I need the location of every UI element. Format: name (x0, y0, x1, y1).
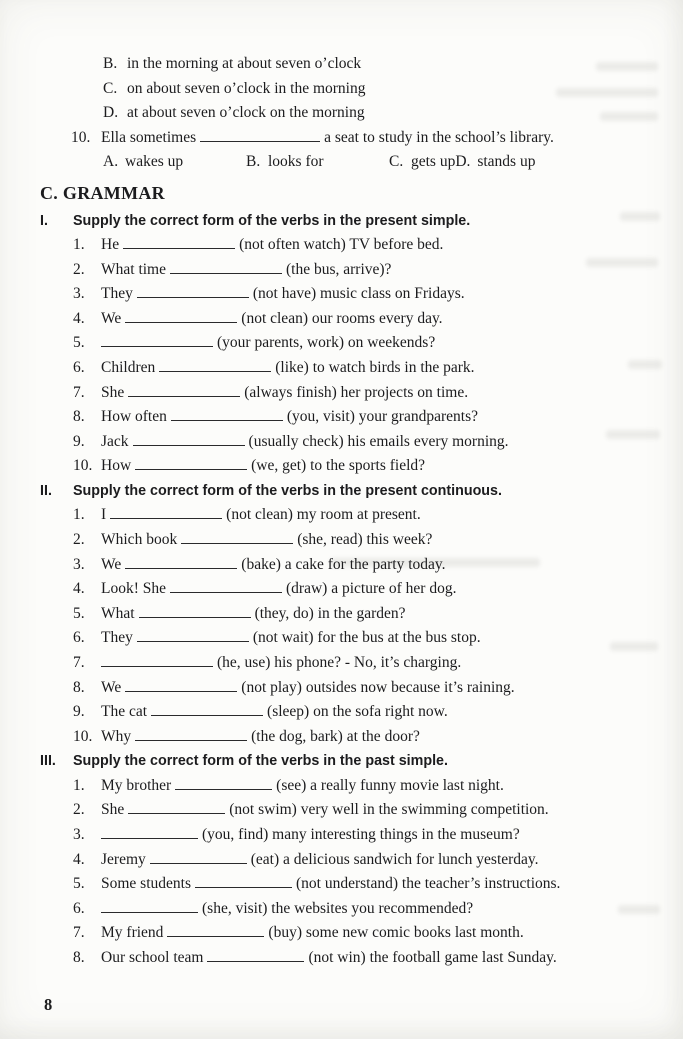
exercise-item (73, 946, 655, 971)
answer-blank (137, 629, 249, 642)
item-text-before: Why (101, 727, 132, 745)
section-title: Supply the correct form of the verbs in the present simple. (73, 212, 471, 229)
item-text-after: (not often watch) TV before bed. (239, 236, 444, 253)
item-text-before: How often (101, 408, 167, 426)
item-number: 8. (73, 408, 85, 426)
choice-text: stands up (477, 153, 536, 170)
answer-blank (101, 654, 213, 667)
item-text-before: They (101, 629, 133, 647)
exercise-item (73, 454, 655, 479)
item-text-after: (you, find) many interesting things in the museum? (202, 826, 520, 844)
item-text-after: (the bus, arrive)? (286, 260, 392, 278)
exercise-item (73, 331, 655, 356)
item-text-before: She (101, 383, 125, 401)
exercise-item (73, 430, 655, 455)
answer-blank (150, 851, 247, 864)
choice-label: B. (246, 153, 261, 170)
page-number: 8 (44, 995, 53, 1014)
answer-blank (125, 310, 237, 323)
item-text-before: Children (101, 358, 156, 376)
item-number: 10. (73, 727, 93, 745)
item-number: 6. (73, 899, 85, 917)
item-number: 10. (73, 457, 93, 475)
answer-blank (123, 236, 235, 249)
item-number: 1. (73, 236, 85, 253)
answer-blank (128, 801, 225, 814)
item-number: 6. (73, 358, 85, 376)
section-2-heading (40, 479, 655, 504)
exercise-item (73, 872, 655, 897)
answer-blank (128, 384, 240, 397)
item-text-before: Some students (101, 875, 191, 893)
item-text-after: (not clean) our rooms every day. (241, 309, 443, 327)
answer-blank (195, 875, 292, 888)
item-text-after: (like) to watch birds in the park. (275, 358, 475, 376)
item-text-after: (not have) music class on Fridays. (252, 285, 465, 303)
item-text-before: What time (101, 260, 166, 278)
item-number: 8. (73, 949, 85, 967)
exercise-item (73, 700, 655, 725)
exercise-item (73, 823, 655, 848)
item-number: 7. (73, 654, 85, 671)
item-number: 7. (73, 924, 85, 942)
exercise-item (73, 921, 655, 946)
item-text-after: (draw) a picture of her dog. (286, 580, 457, 598)
item-text-after: (not win) the football game last Sunday. (308, 949, 557, 967)
item-text-before: Jack (101, 432, 129, 450)
item-text-before: He (101, 236, 120, 253)
item-text-before: The cat (101, 703, 148, 721)
exercise-item (73, 798, 655, 823)
item-text-before: I (101, 506, 107, 524)
answer-blank (101, 826, 198, 839)
section-numeral: II. (40, 482, 52, 499)
item-number: 4. (73, 580, 85, 598)
option-label: D. (103, 104, 119, 121)
answer-blank (207, 949, 304, 962)
item-number: 1. (73, 776, 85, 794)
mc-option (103, 77, 655, 102)
option-text: on about seven o’clock in the morning (127, 79, 366, 97)
choice-text: gets up (411, 153, 456, 170)
item-number: 3. (73, 555, 85, 573)
q10-choices (103, 150, 655, 175)
item-text-before: My brother (101, 776, 172, 794)
item-number: 9. (73, 432, 85, 450)
item-number: 2. (73, 260, 85, 278)
answer-blank (133, 433, 245, 446)
item-text-after: (not play) outsides now because it’s raining. (241, 678, 515, 696)
exercise-item (73, 405, 655, 430)
exercise-item (73, 725, 655, 750)
exercise-item (73, 602, 655, 627)
exercise-item (73, 381, 655, 406)
item-text-before: Look! She (101, 580, 167, 598)
question-10 (71, 126, 655, 151)
item-text-before: We (101, 678, 122, 696)
option-label: C. (103, 79, 118, 97)
exercise-item (73, 307, 655, 332)
answer-blank (170, 580, 282, 593)
item-text-before: My friend (101, 924, 164, 942)
item-number: 5. (73, 604, 85, 622)
answer-blank (159, 359, 271, 372)
exercise-item (73, 897, 655, 922)
answer-blank (139, 605, 251, 618)
exercise-item (73, 577, 655, 602)
item-number: 2. (73, 801, 85, 819)
item-text-after: (usually check) his emails every morning. (248, 432, 509, 450)
item-text-after: (your parents, work) on weekends? (217, 334, 436, 352)
option-label: B. (103, 55, 118, 72)
exercise-item (73, 503, 655, 528)
item-text-before: They (101, 285, 133, 303)
exercise-item (73, 233, 655, 258)
answer-blank (101, 900, 198, 913)
exercise-item (73, 626, 655, 651)
item-text-after: (he, use) his phone? - No, it’s charging. (217, 654, 462, 671)
item-number: 6. (73, 629, 85, 647)
item-number: 1. (73, 506, 85, 524)
item-text-before: We (101, 555, 122, 573)
section-3-heading (40, 749, 655, 774)
question-text-after: a seat to study in the school’s library. (324, 128, 554, 146)
section-1-heading (40, 209, 655, 234)
grammar-heading: C. GRAMMAR (40, 182, 165, 203)
exercise-item (73, 651, 655, 676)
section-numeral: I. (40, 212, 48, 229)
item-text-after: (she, visit) the websites you recommended? (202, 899, 474, 917)
answer-blank (135, 457, 247, 470)
item-text-after: (you, visit) your grandparents? (286, 408, 478, 426)
answer-blank (181, 531, 293, 544)
exercise-item (73, 553, 655, 578)
answer-blank (135, 728, 247, 741)
answer-blank (170, 261, 282, 274)
mc-choice (455, 150, 535, 175)
choice-text: wakes up (125, 153, 184, 170)
section-title: Supply the correct form of the verbs in the past simple. (73, 753, 448, 770)
item-text-after: (eat) a delicious sandwich for lunch yesterday. (250, 850, 539, 868)
item-text-after: (not understand) the teacher’s instructions. (296, 875, 561, 893)
mc-choice (389, 150, 455, 175)
answer-blank (125, 679, 237, 692)
item-text-after: (they, do) in the garden? (254, 604, 406, 622)
answer-blank (200, 129, 320, 142)
mc-option (103, 52, 655, 77)
section-title: Supply the correct form of the verbs in the present continuous. (73, 482, 502, 499)
item-text-before: How (101, 457, 132, 475)
item-text-after: (buy) some new comic books last month. (268, 924, 524, 942)
answer-blank (171, 408, 283, 421)
exercise-item (73, 258, 655, 283)
item-text-before: We (101, 309, 122, 327)
section-numeral: III. (40, 753, 56, 770)
item-text-before: She (101, 801, 125, 819)
choice-text: looks for (268, 153, 324, 170)
item-text-after: (always finish) her projects on time. (244, 383, 469, 401)
exercise-item (73, 848, 655, 873)
item-text-after: (sleep) on the sofa right now. (267, 703, 448, 721)
answer-blank (167, 924, 264, 937)
answer-blank (151, 703, 263, 716)
mc-choice (246, 150, 389, 175)
exercise-item (73, 774, 655, 799)
section-2-items (73, 503, 655, 749)
exercise-item (73, 676, 655, 701)
option-text: in the morning at about seven o’clock (127, 55, 362, 72)
item-text-after: (not clean) my room at present. (226, 506, 421, 524)
answer-blank (175, 777, 272, 790)
choice-label: D. (455, 153, 471, 170)
item-text-after: (not wait) for the bus at the bus stop. (252, 629, 481, 647)
answer-blank (137, 285, 249, 298)
item-text-after: (see) a really funny movie last night. (276, 776, 504, 794)
question-text-before: Ella sometimes (101, 128, 197, 146)
answer-blank (101, 334, 213, 347)
item-text-before: Jeremy (101, 850, 146, 868)
item-number: 8. (73, 678, 85, 696)
mc-option (103, 101, 655, 126)
item-number: 9. (73, 703, 85, 721)
item-number: 5. (73, 875, 85, 893)
item-text-before: Our school team (101, 949, 204, 967)
exercise-item (73, 356, 655, 381)
item-number: 3. (73, 285, 85, 303)
item-number: 4. (73, 850, 85, 868)
section-1-items (73, 233, 655, 479)
item-text-after: (not swim) very well in the swimming competition. (229, 801, 549, 819)
item-text-after: (she, read) this week? (297, 531, 433, 549)
answer-blank (125, 556, 237, 569)
exercise-item (73, 528, 655, 553)
choice-label: A. (103, 153, 119, 170)
mc-options-list (103, 52, 655, 126)
answer-blank (110, 506, 222, 519)
section-3-items (73, 774, 655, 971)
item-number: 4. (73, 309, 85, 327)
option-text: at about seven o’clock on the morning (127, 104, 365, 121)
choice-label: C. (389, 153, 404, 170)
item-text-after: (we, get) to the sports field? (251, 457, 426, 475)
item-number: 2. (73, 531, 85, 549)
item-text-before: What (101, 604, 135, 622)
item-number: 5. (73, 334, 85, 352)
item-text-after: (bake) a cake for the party today. (241, 555, 446, 573)
question-number: 10. (71, 128, 91, 146)
item-text-before: Which book (101, 531, 178, 549)
item-text-after: (the dog, bark) at the door? (251, 727, 420, 745)
mc-choice (103, 150, 246, 175)
exercise-item (73, 282, 655, 307)
item-number: 3. (73, 826, 85, 844)
item-number: 7. (73, 383, 85, 401)
